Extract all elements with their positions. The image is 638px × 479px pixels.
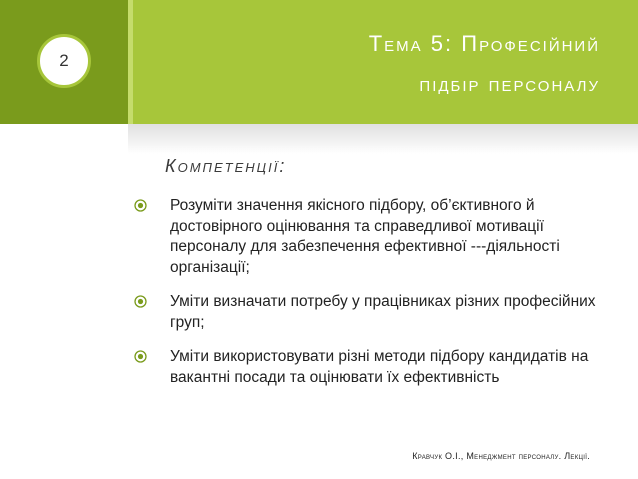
section-subheading: Компетенції: xyxy=(165,156,287,176)
list-item-text: Уміти визначати потребу у працівниках різних професійних груп; xyxy=(170,293,596,331)
slide-number: 2 xyxy=(37,34,91,88)
list-item xyxy=(130,196,610,278)
circle-bullet-icon xyxy=(134,295,147,308)
slide-title xyxy=(369,24,600,104)
list-item xyxy=(130,347,610,388)
circle-bullet-icon xyxy=(134,350,147,363)
header-shadow xyxy=(128,124,638,154)
list-item xyxy=(130,292,610,333)
footer-citation: Кравчук О.І., Менеджмент персоналу. Лекції. xyxy=(412,451,590,461)
title-line-1: Тема 5: Професійний xyxy=(368,31,600,56)
circle-bullet-icon xyxy=(134,199,147,212)
list-item-text: Розуміти значення якісного підбору, об’єктивного й достовірного оцінювання та справедливої мотивації персоналу для забезпечення ефективної ---діяльності організації; xyxy=(170,197,560,276)
title-line-2: підбір персоналу xyxy=(419,71,600,96)
header-divider xyxy=(128,0,133,124)
list-item-text: Уміти використовувати різні методи підбору кандидатів на вакантні посади та оцінювати їх ефективність xyxy=(170,348,589,386)
competency-list xyxy=(130,196,610,402)
